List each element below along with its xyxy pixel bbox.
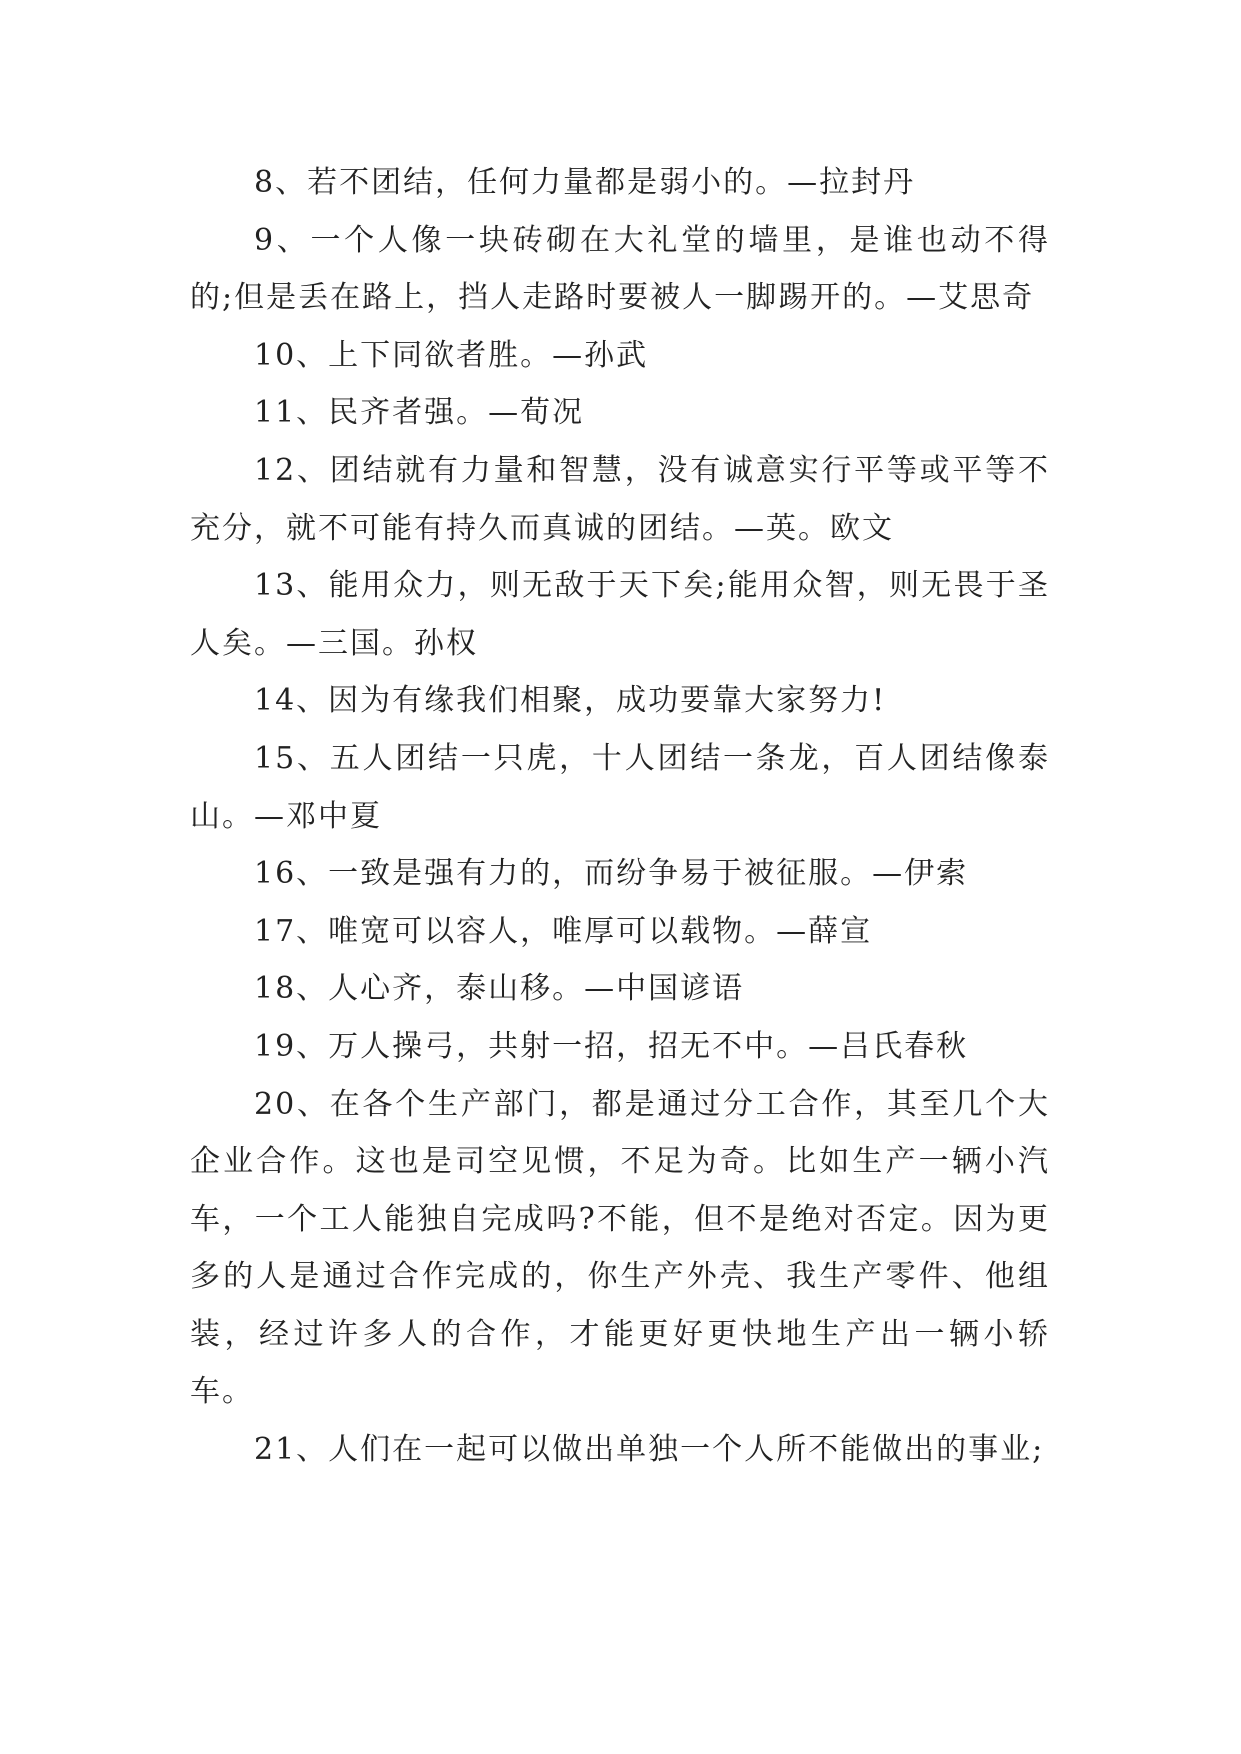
quote-paragraph-14: 14、因为有缘我们相聚，成功要靠大家努力! — [254, 683, 887, 719]
quote-paragraph-9: 9、一个人像一块砖砌在大礼堂的墙里，是谁也动不得的;但是丢在路上，挡人走路时要被人一脚踢开的。—艾思奇 — [190, 222, 1050, 316]
quote-paragraph-16: 16、一致是强有力的，而纷争易于被征服。—伊索 — [254, 856, 969, 892]
quote-paragraph-12: 12、团结就有力量和智慧，没有诚意实行平等或平等不充分，就不可能有持久而真诚的团结。—英。欧文 — [190, 452, 1050, 546]
quote-paragraph-21: 21、人们在一起可以做出单独一个人所不能做出的事业; — [254, 1432, 1045, 1468]
quote-paragraph-11: 11、民齐者强。—荀况 — [254, 395, 585, 431]
document-body — [190, 154, 1050, 1479]
quote-paragraph-18: 18、人心齐，泰山移。—中国谚语 — [254, 971, 745, 1007]
quote-paragraph-19: 19、万人操弓，共射一招，招无不中。—吕氏春秋 — [254, 1028, 969, 1064]
quote-paragraph-15: 15、五人团结一只虎，十人团结一条龙，百人团结像泰山。—邓中夏 — [190, 740, 1050, 834]
quote-paragraph-20: 20、在各个生产部门，都是通过分工合作，其至几个大企业合作。这也是司空见惯，不足为奇。比如生产一辆小汽车，一个工人能独自完成吗?不能，但不是绝对否定。因为更多的人是通过合作完成的，你生产外壳、我生产零件、他组装，经过许多人的合作，才能更好更快地生产出一辆小轿车。 — [190, 1086, 1050, 1410]
quote-paragraph-13: 13、能用众力，则无敌于天下矣;能用众智，则无畏于圣人矣。—三国。孙权 — [190, 568, 1050, 661]
quote-paragraph-10: 10、上下同欲者胜。—孙武 — [254, 337, 649, 373]
quote-paragraph-8: 8、若不团结，任何力量都是弱小的。—拉封丹 — [254, 165, 916, 200]
quote-paragraph-17: 17、唯宽可以容人，唯厚可以载物。—薛宣 — [254, 913, 873, 949]
